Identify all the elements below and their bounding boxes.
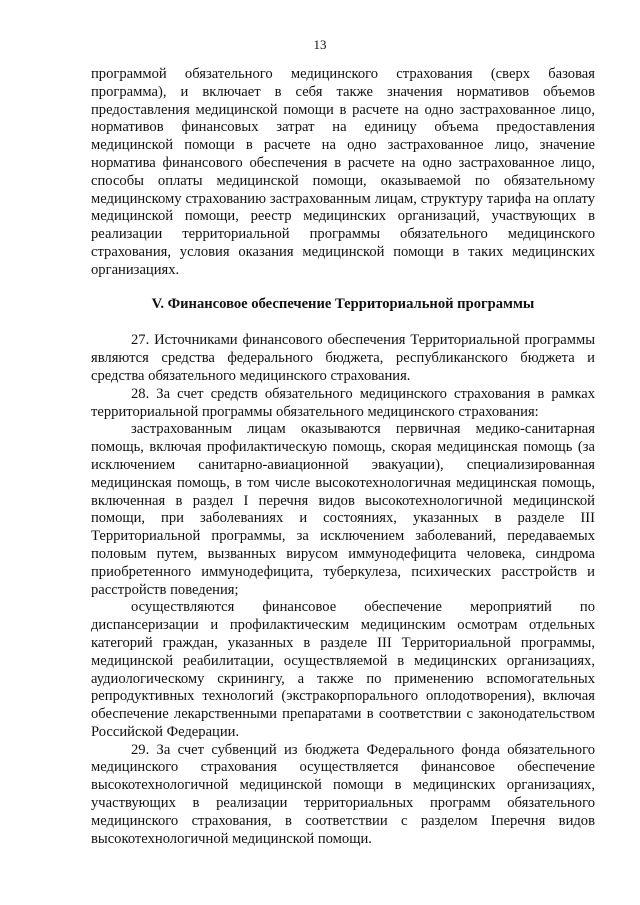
paragraph-29: 29. За счет субвенций из бюджета Федерального фонда обязательного медицинского страхования осуществляется финансовое обеспечение высокотехнологичной медицинской помощи в медицинских организациях, участвующих в реализации территориальных программ обязательного медицинского страхования, в соответствии с разделом Iперечня видов высокотехнологичной медицинской помощи. xyxy=(91,741,595,847)
paragraph-27: 27. Источниками финансового обеспечения Территориальной программы являются средства федерального бюджета, республиканского бюджета и средства обязательного медицинского страхования. xyxy=(91,332,595,384)
paragraph-28-item-2: осуществляются финансовое обеспечение мероприятий по диспансеризации и профилактическим медицинским осмотрам отдельных категорий граждан, указанных в разделе III Территориальной программы, медицинской реабилитации, осуществляемой в медицинских организациях, аудиологическому скринингу, а также по применению вспомогательных репродуктивных технологий (экстракорпорального оплодотворения), включая обеспечение лекарственными препаратами в соответствии с законодательством Российской Федерации. xyxy=(91,599,595,740)
page-number: 13 xyxy=(313,37,327,52)
paragraph-28: 28. За счет средств обязательного медицинского страхования в рамках территориальной программы обязательного медицинского страхования: xyxy=(91,385,595,420)
document-body xyxy=(91,66,595,848)
section-heading: V. Финансовое обеспечение Территориальной программы xyxy=(151,295,535,312)
paragraph-28-item-1: застрахованным лицам оказываются первичная медико-санитарная помощь, включая профилактическую помощь, скорая медицинская помощь (за исключением санитарно-авиационной эвакуации), специализированная медицинская помощь, в том числе высокотехнологичная медицинская помощь, включенная в раздел I перечня видов высокотехнологичной медицинской помощи, при заболеваниях и состояниях, указанных в разделе III Территориальной программы, за исключением заболеваний, передаваемых половым путем, вызванных вирусом иммунодефицита человека, синдрома приобретенного иммунодефицита, туберкулеза, психических расстройств и расстройств поведения; xyxy=(91,421,595,598)
paragraph-continued: программой обязательного медицинского страхования (сверх базовая программа), и включает в себя также значения нормативов объемов предоставления медицинской помощи в расчете на одно застрахованное лицо, нормативов финансовых затрат на единицу объема предоставления медицинской помощи в расчете на одно застрахованное лицо, значение норматива финансового обеспечения в расчете на одно застрахованное лицо, способы оплаты медицинской помощи, оказываемой по обязательному медицинскому страхованию застрахованным лицам, структуру тарифа на оплату медицинской помощи, реестр медицинских организаций, участвующих в реализации территориальной программы обязательного медицинского страхования, условия оказания медицинской помощи в таких медицинских организациях. xyxy=(91,66,595,278)
